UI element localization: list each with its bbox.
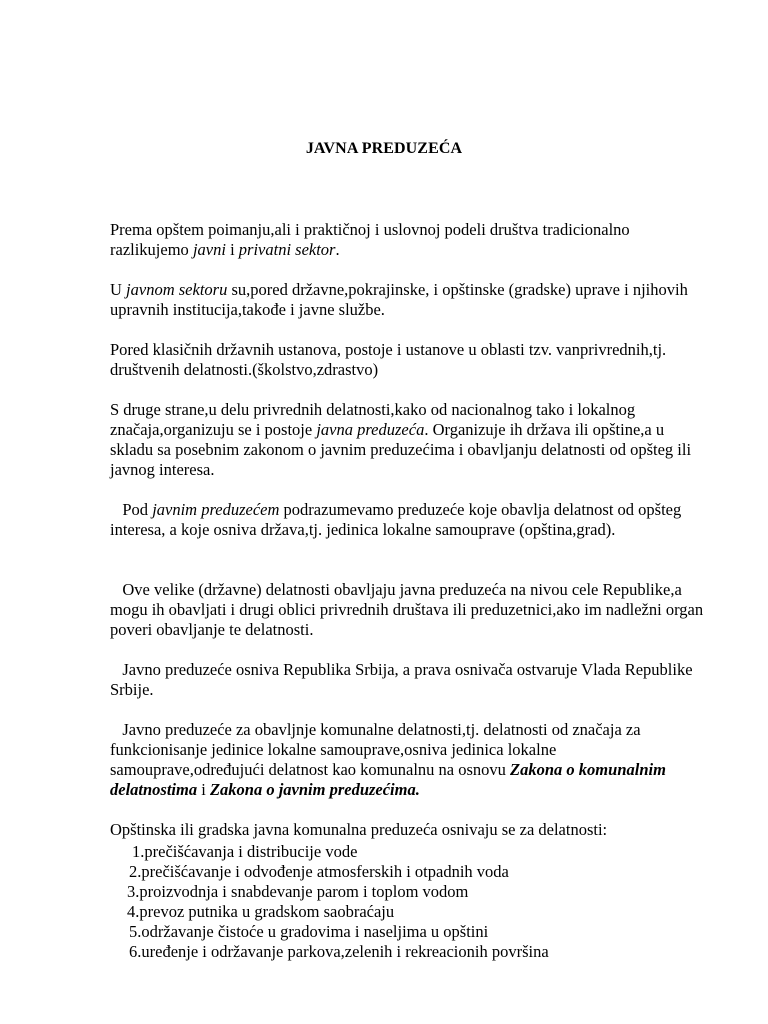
law-reference: Zakona o javnim preduzećima. xyxy=(209,780,420,799)
paragraph-list-intro: Opštinska ili gradska javna komunalna preduzeća osnivaju se za delatnosti: xyxy=(110,820,608,839)
paragraph-text: Prema opštem poimanju,ali i praktičnoj i uslovnoj podeli društva tradicionalno razlikujemo xyxy=(110,220,630,259)
list-item: 2.prečišćavanje i odvođenje atmosferskih i otpadnih voda xyxy=(129,862,509,881)
paragraph-founder: Javno preduzeće osniva Republika Srbija, a prava osnivača ostvaruje Vlada Republike Srbije. xyxy=(110,660,697,699)
paragraph-public-enterprises xyxy=(110,400,710,480)
emphasis-text: javna preduzeća xyxy=(316,420,425,439)
paragraph-text: U xyxy=(110,280,127,299)
emphasis-text: javnom sektoru xyxy=(126,280,228,299)
paragraph-text: Pod xyxy=(110,500,153,519)
paragraph-text: podrazumevamo preduzeće koje obavlja delatnost od opšteg interesa, a koje osniva država,tj. jedinica lokalne samouprave (opština,grad). xyxy=(110,500,686,539)
paragraph-text: Javno preduzeće za obavljnje komunalne delatnosti,tj. delatnosti od značaja za funkcionisanje jedinice lokalne samouprave,osniva jedinica lokalne samouprave,određujući delatnost kao komunalnu na osnovu xyxy=(110,720,645,779)
list-item: 5.održavanje čistoće u gradovima i naseljima u opštini xyxy=(129,922,489,941)
emphasis-text: javnim preduzećem xyxy=(152,500,280,519)
list-item: 1.prečišćavanja i distribucije vode xyxy=(132,842,358,861)
paragraph-text: S druge strane,u delu privrednih delatnosti,kako od nacionalnog tako i lokalnog značaja,organizuju se i postoje xyxy=(110,400,636,439)
list-item: 6.uređenje i održavanje parkova,zelenih i rekreacionih površina xyxy=(129,942,549,961)
emphasis-text: privatni sektor xyxy=(238,240,336,259)
paragraph-intro xyxy=(110,220,710,260)
list-item: 4.prevoz putnika u gradskom saobraćaju xyxy=(127,902,395,921)
paragraph-text: i xyxy=(225,240,239,259)
paragraph-text: i xyxy=(197,780,210,799)
paragraph-institutions: Pored klasičnih državnih ustanova, postoje i ustanove u oblasti tzv. vanprivrednih,tj. društvenih delatnosti.(školstvo,zdrastvo) xyxy=(110,340,667,379)
paragraph-text: . xyxy=(335,240,340,259)
paragraph-public-sector xyxy=(110,280,710,320)
law-reference: Zakona o komunalnim delatnostima xyxy=(110,760,671,799)
document-title: JAVNA PREDUZEĆA xyxy=(305,140,463,157)
paragraph-state-activities: Ove velike (državne) delatnosti obavljaju javna preduzeća na nivou cele Republike,a mogu ih obavljati i drugi oblici privrednih društava ili preduzetnici,ako im nadležni organ poveri obavljanje te delatnosti. xyxy=(110,580,708,639)
paragraph-communal xyxy=(110,720,710,800)
paragraph-text: su,pored državne,pokrajinske, i opštinske (gradske) uprave i njihovih upravnih institucija,takođe i javne službe. xyxy=(110,280,688,319)
list-item: 3.proizvodnja i snabdevanje parom i toplom vodom xyxy=(127,882,469,901)
paragraph-text: . Organizuje ih država ili opštine,a u skladu sa posebnim zakonom o javnim preduzećima i obavljanju delatnosti od opšteg ili javnog interesa. xyxy=(110,420,692,479)
paragraph-definition xyxy=(110,500,710,540)
emphasis-text: javni xyxy=(192,240,226,259)
activities-list xyxy=(110,842,710,962)
